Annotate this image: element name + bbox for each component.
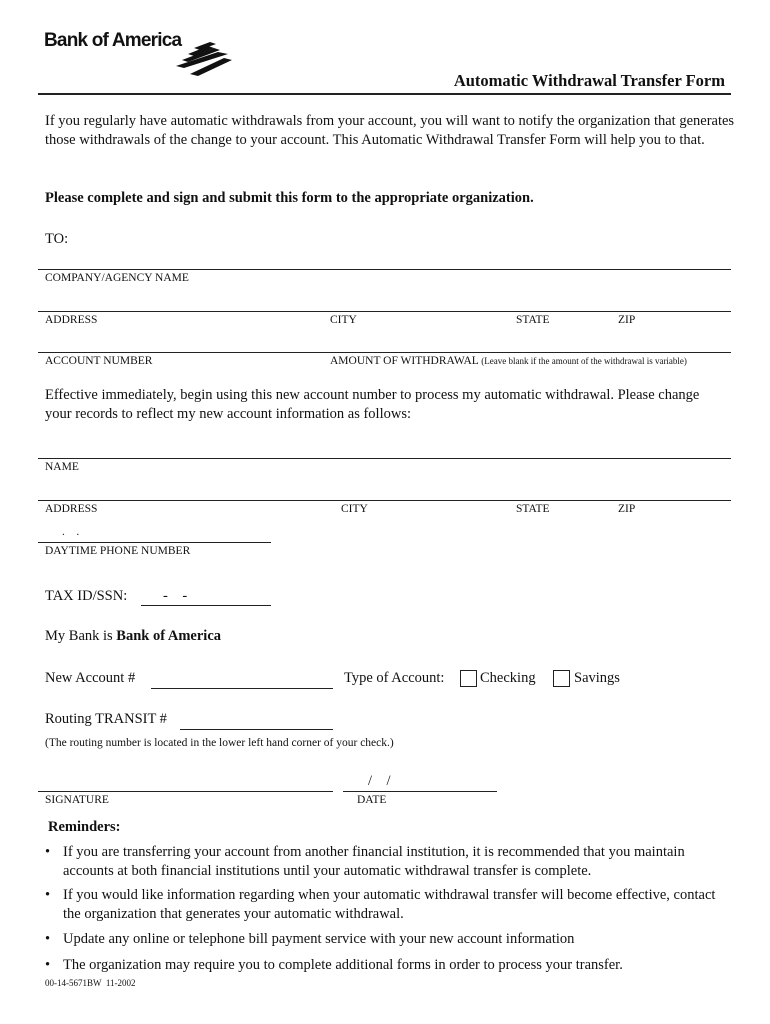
bank-logo — [44, 30, 181, 52]
tax-label: TAX ID/SSN: — [45, 588, 128, 604]
account-field[interactable] — [38, 352, 731, 353]
intro-text: If you regularly have automatic withdrawals from your account, you will want to notify the organization that generates those withdrawals of the change to your account. This Automatic Withdrawal Transfer Form will help you to that. — [45, 113, 735, 148]
address-label: ADDRESS — [45, 314, 98, 326]
bank-name: Bank of America — [116, 628, 222, 644]
effective-text: Effective immediately, begin using this new account number to process my automatic withdrawal. Please change your records to reflect my new account information as follows: — [45, 387, 700, 422]
new-city-label: CITY — [341, 503, 368, 515]
reminder-text: Update any online or telephone bill payment service with your new account information — [63, 931, 575, 947]
routing-note: (The routing number is located in the lower left hand corner of your check.) — [45, 737, 394, 749]
tax-value: - - — [163, 588, 188, 604]
state-label: STATE — [516, 314, 550, 326]
company-label: COMPANY/AGENCY NAME — [45, 272, 189, 284]
signature-label: SIGNATURE — [45, 794, 109, 806]
flag-logo-icon — [174, 40, 236, 80]
address-field[interactable] — [38, 311, 731, 312]
reminders-title: Reminders: — [48, 819, 121, 835]
logo-text: Bank of America — [44, 30, 182, 51]
bank-prefix: My Bank is — [45, 628, 117, 644]
title-rule — [38, 93, 731, 95]
name-field[interactable] — [38, 458, 731, 459]
tax-field[interactable] — [141, 605, 271, 606]
phone-label: DAYTIME PHONE NUMBER — [45, 545, 191, 557]
bullet-icon: • — [45, 957, 51, 973]
account-type-label: Type of Account: — [344, 670, 445, 686]
bullet-icon: • — [45, 887, 51, 903]
date-label: DATE — [357, 794, 387, 806]
new-account-label: New Account # — [45, 670, 136, 686]
checking-label: Checking — [480, 670, 536, 686]
bullet-icon: • — [45, 931, 51, 947]
phone-field[interactable] — [38, 542, 271, 543]
date-field[interactable] — [343, 791, 497, 792]
instruction-text: Please complete and sign and submit this form to the appropriate organization. — [45, 190, 534, 206]
amount-note: (Leave blank if the amount of the withdrawal is variable) — [481, 356, 687, 366]
reminder-text: If you would like information regarding when your automatic withdrawal transfer will become effective, contact the organization that generates your automatic withdrawal. — [63, 887, 716, 922]
savings-checkbox[interactable] — [553, 670, 570, 687]
date-value: / / — [368, 773, 391, 789]
city-label: CITY — [330, 314, 357, 326]
form-number: 00-14-5671BW 11-2002 — [45, 978, 136, 988]
new-address-label: ADDRESS — [45, 503, 98, 515]
savings-label: Savings — [574, 670, 620, 686]
amount-label — [330, 355, 687, 367]
bullet-icon: • — [45, 844, 51, 860]
company-field[interactable] — [38, 269, 731, 270]
reminder-text: If you are transferring your account from another financial institution, it is recommended that you maintain accounts at both financial institutions until your automatic withdrawal transfer is complete. — [63, 844, 685, 879]
phone-value: . . — [62, 526, 80, 538]
signature-field[interactable] — [38, 791, 333, 792]
checking-checkbox[interactable] — [460, 670, 477, 687]
name-label: NAME — [45, 461, 79, 473]
new-account-field[interactable] — [151, 688, 333, 689]
page-title: Automatic Withdrawal Transfer Form — [453, 71, 725, 90]
zip-label: ZIP — [618, 314, 636, 326]
new-state-label: STATE — [516, 503, 550, 515]
routing-label: Routing TRANSIT # — [45, 711, 167, 727]
new-zip-label: ZIP — [618, 503, 636, 515]
amount-label-text: AMOUNT OF WITHDRAWAL — [330, 355, 479, 367]
to-label: TO: — [45, 231, 69, 247]
my-bank-text — [45, 628, 221, 645]
reminder-text: The organization may require you to complete additional forms in order to process your transfer. — [63, 957, 623, 973]
new-address-field[interactable] — [38, 500, 731, 501]
routing-field[interactable] — [180, 729, 333, 730]
account-number-label: ACCOUNT NUMBER — [45, 355, 153, 367]
